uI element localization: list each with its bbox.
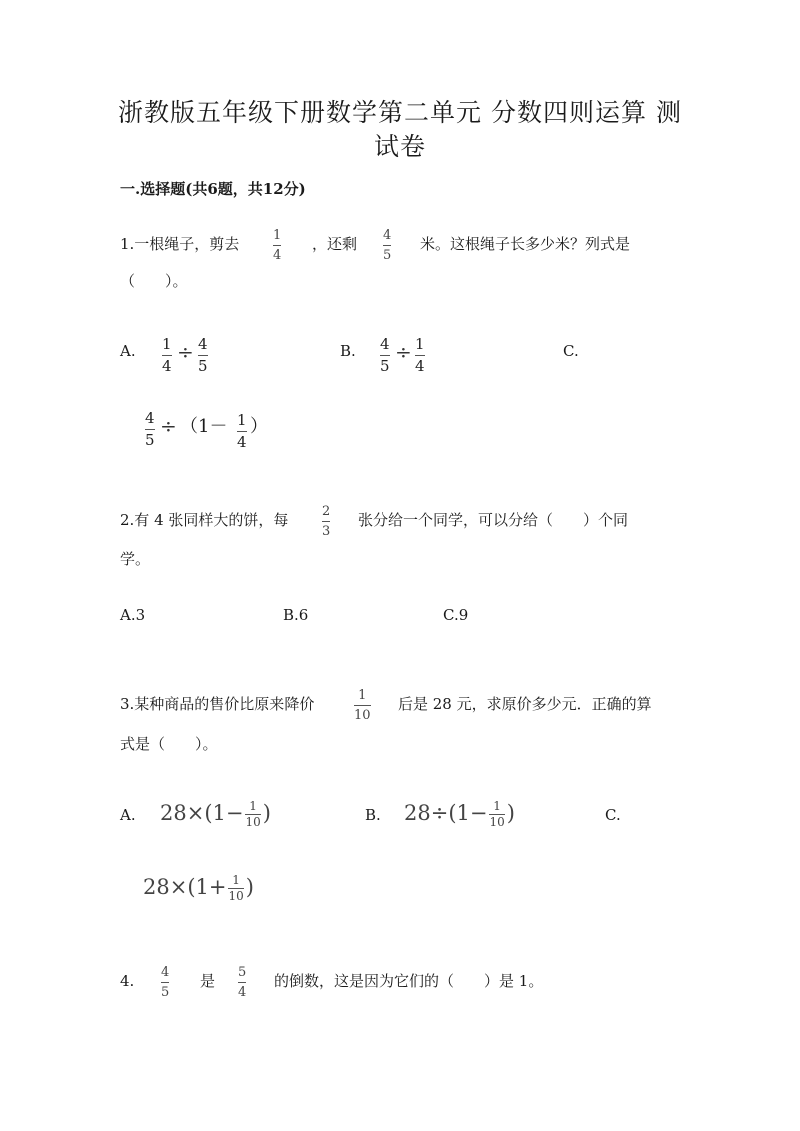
q1-option-c-open: （1－ xyxy=(180,416,228,437)
q1-option-b-label[interactable]: B. xyxy=(340,342,356,360)
page-title xyxy=(110,96,690,164)
q1-option-c-label[interactable]: C. xyxy=(563,342,579,360)
q4-text-1: 4. xyxy=(120,972,135,990)
q2-fraction: 2 3 xyxy=(322,504,331,539)
q2-text-1: 2.有 4 张同样大的饼，每 xyxy=(120,511,289,529)
q1-text-1: 1.一根绳子，剪去 xyxy=(120,235,240,253)
q3-option-c-label[interactable]: C. xyxy=(605,806,621,824)
q1-option-c-close: ） xyxy=(250,416,268,437)
q1-option-a-label[interactable]: A. xyxy=(120,342,136,360)
title-line-1: 浙教版五年级下册数学第二单元 分数四则运算 测 xyxy=(118,98,682,127)
q1-option-b-operator: ÷ xyxy=(395,340,412,364)
q1-option-b-fraction-2: 1 4 xyxy=(415,335,425,375)
q3-text-3: 式是（ ）。 xyxy=(120,735,218,753)
q1-option-c-operator: ÷ xyxy=(160,414,177,438)
q1-text-4: （ ）。 xyxy=(120,272,188,290)
q3-text-2: 后是 28 元，求原价多少元．正确的算 xyxy=(398,695,652,713)
q4-fraction-2: 5 4 xyxy=(238,965,247,1000)
q2-text-2: 张分给一个同学，可以分给（ ）个同 xyxy=(358,511,629,529)
q1-text-2: ，还剩 xyxy=(312,235,358,253)
q3-option-c-expression: 28×(1+ $\frac{1}{10}$ ) xyxy=(143,873,254,903)
q2-text-3: 学。 xyxy=(120,550,151,568)
q1-option-c-fraction-1: 4 5 xyxy=(145,409,155,449)
q3-option-a-label[interactable]: A. xyxy=(120,806,136,824)
q1-fraction-2: 4 5 xyxy=(383,228,392,263)
q3-fraction: 1 10 xyxy=(354,688,371,723)
q4-text-2: 是 xyxy=(200,972,216,990)
q1-option-a-operator: ÷ xyxy=(177,340,194,364)
q2-option-c[interactable]: C.9 xyxy=(443,606,469,624)
q1-option-c-fraction-2: 1 4 xyxy=(237,411,247,451)
q4-text-3: 的倒数，这是因为它们的（ ）是 1。 xyxy=(274,972,544,990)
title-line-2: 试卷 xyxy=(373,132,426,161)
q3-option-b-expression: 28÷(1− $\frac{1}{10}$ ) xyxy=(404,799,515,829)
q1-fraction-1: 1 4 xyxy=(273,228,282,263)
q1-option-b-fraction-1: 4 5 xyxy=(380,335,390,375)
q1-option-a-fraction-1: 1 4 xyxy=(162,335,172,375)
q2-option-a[interactable]: A.3 xyxy=(120,606,146,624)
q1-text-3: 米。这根绳子长多少米？列式是 xyxy=(420,235,631,253)
q1-option-a-fraction-2: 4 5 xyxy=(198,335,208,375)
q3-option-a-expression: 28×(1− $\frac{1}{10}$ ) xyxy=(160,799,271,829)
q2-option-b[interactable]: B.6 xyxy=(283,606,309,624)
q3-text-1: 3.某种商品的售价比原来降价 xyxy=(120,695,315,713)
q4-fraction-1: 4 5 xyxy=(161,965,170,1000)
q3-option-b-label[interactable]: B. xyxy=(365,806,381,824)
section-heading: 一.选择题(共6题，共12分) xyxy=(120,180,306,198)
